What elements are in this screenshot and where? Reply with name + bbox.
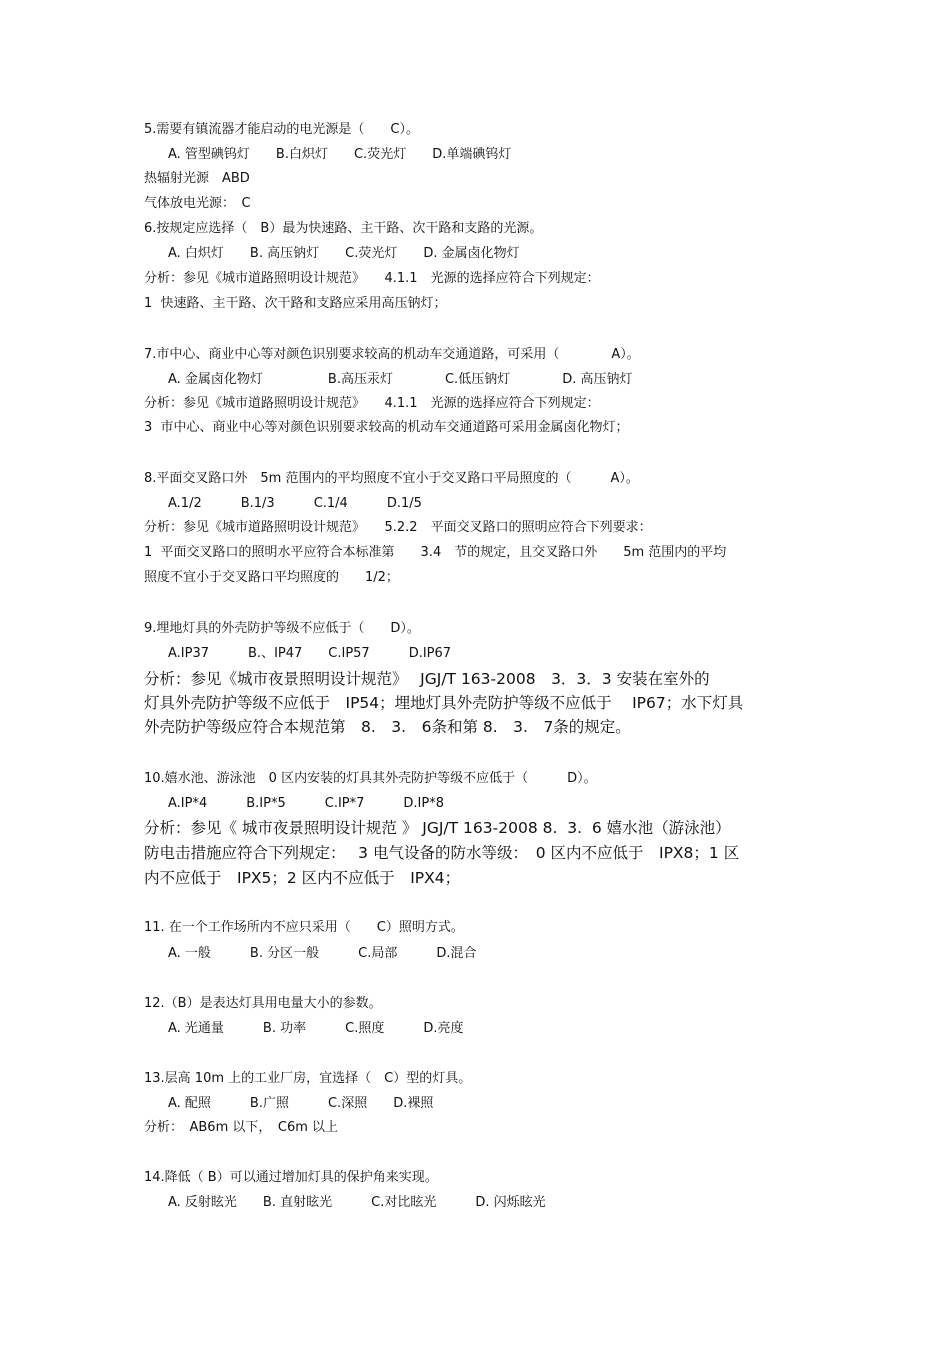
question-8-analysis: 分析：参见《城市道路照明设计规范》 5.2.2 平面交叉路口的照明应符合下列要求：	[144, 520, 652, 535]
question-8-analysis-detail-2: 照度不宜小于交叉路口平均照度的 1/2；	[144, 570, 399, 585]
question-7-analysis: 分析：参见《城市道路照明设计规范》 4.1.1 光源的选择应符合下列规定：	[144, 396, 600, 411]
question-10-analysis: 分析：参见《 城市夜景照明设计规范 》 JGJ/T 163-2008 8. 3. 6 嬉水池（游泳池）	[144, 819, 731, 837]
question-6-options: A. 白炽灯 B. 高压钠灯 C.荧光灯 D. 金属卤化物灯	[168, 246, 520, 261]
question-10-analysis-detail-2: 内不应低于 IPX5；2 区内不应低于 IPX4；	[144, 869, 461, 887]
question-14: 14.降低（ B）可以通过增加灯具的保护角来实现。	[144, 1170, 438, 1185]
note-discharge-sources: 气体放电光源： C	[144, 196, 251, 211]
question-13-options: A. 配照 B.广照 C.深照 D.裸照	[168, 1096, 434, 1111]
question-8-analysis-detail: 1 平面交叉路口的照明水平应符合本标准第 3.4 节的规定，且交叉路口外 5m 范围内的平均	[144, 545, 727, 560]
question-9-analysis-detail: 灯具外壳防护等级不应低于 IP54；埋地灯具外壳防护等级不应低于 IP67；水下灯具	[144, 694, 744, 712]
question-9-analysis: 分析：参见《城市夜景照明设计规范》 JGJ/T 163-2008 3．3．3 安装在室外的	[144, 670, 710, 688]
question-10: 10.嬉水池、游泳池 0 区内安装的灯具其外壳防护等级不应低于（ D）。	[144, 771, 597, 786]
question-6: 6.按规定应选择（ B）最为快速路、主干路、次干路和支路的光源。	[144, 221, 543, 236]
question-6-analysis: 分析：参见《城市道路照明设计规范》 4.1.1 光源的选择应符合下列规定：	[144, 271, 600, 286]
question-7-analysis-detail: 3 市中心、商业中心等对颜色识别要求较高的机动车交通道路可采用金属卤化物灯；	[144, 420, 629, 435]
question-10-analysis-detail: 防电击措施应符合下列规定： 3 电气设备的防水等级： 0 区内不应低于 IPX8；1 区	[144, 844, 740, 862]
question-8: 8.平面交叉路口外 5m 范围内的平均照度不宜小于交叉路口平局照度的（ A）。	[144, 471, 639, 486]
note-thermal-sources: 热辐射光源 ABD	[144, 171, 250, 186]
question-13-analysis: 分析： AB6m 以下， C6m 以上	[144, 1120, 339, 1135]
question-9-analysis-detail-2: 外壳防护等级应符合本规范第 8. 3. 6条和第 8. 3. 7条的规定。	[144, 718, 631, 736]
question-9: 9.埋地灯具的外壳防护等级不应低于（ D）。	[144, 621, 420, 636]
question-7: 7.市中心、商业中心等对颜色识别要求较高的机动车交通道路，可采用（ A）。	[144, 347, 640, 362]
question-11: 11. 在一个工作场所内不应只采用（ C）照明方式。	[144, 920, 464, 935]
question-8-options: A.1/2 B.1/3 C.1/4 D.1/5	[168, 496, 422, 511]
question-13: 13.层高 10m 上的工业厂房，宜选择（ C）型的灯具。	[144, 1071, 472, 1086]
question-9-options: A.IP37 B.、IP47 C.IP57 D.IP67	[168, 646, 452, 661]
question-14-options: A. 反射眩光 B. 直射眩光 C.对比眩光 D. 闪烁眩光	[168, 1195, 546, 1210]
question-11-options: A. 一般 B. 分区一般 C.局部 D.混合	[168, 946, 477, 961]
question-12: 12.（B）是表达灯具用电量大小的参数。	[144, 996, 382, 1011]
question-6-analysis-detail: 1 快速路、主干路、次干路和支路应采用高压钠灯；	[144, 296, 447, 311]
question-7-options: A. 金属卤化物灯 B.高压汞灯 C.低压钠灯 D. 高压钠灯	[168, 372, 633, 387]
question-5-options: A. 管型碘钨灯 B.白炽灯 C.荧光灯 D.单端碘钨灯	[168, 147, 512, 162]
question-10-options: A.IP*4 B.IP*5 C.IP*7 D.IP*8	[168, 796, 444, 811]
question-12-options: A. 光通量 B. 功率 C.照度 D.亮度	[168, 1021, 464, 1036]
question-5: 5.需要有镇流器才能启动的电光源是（ C）。	[144, 122, 419, 137]
